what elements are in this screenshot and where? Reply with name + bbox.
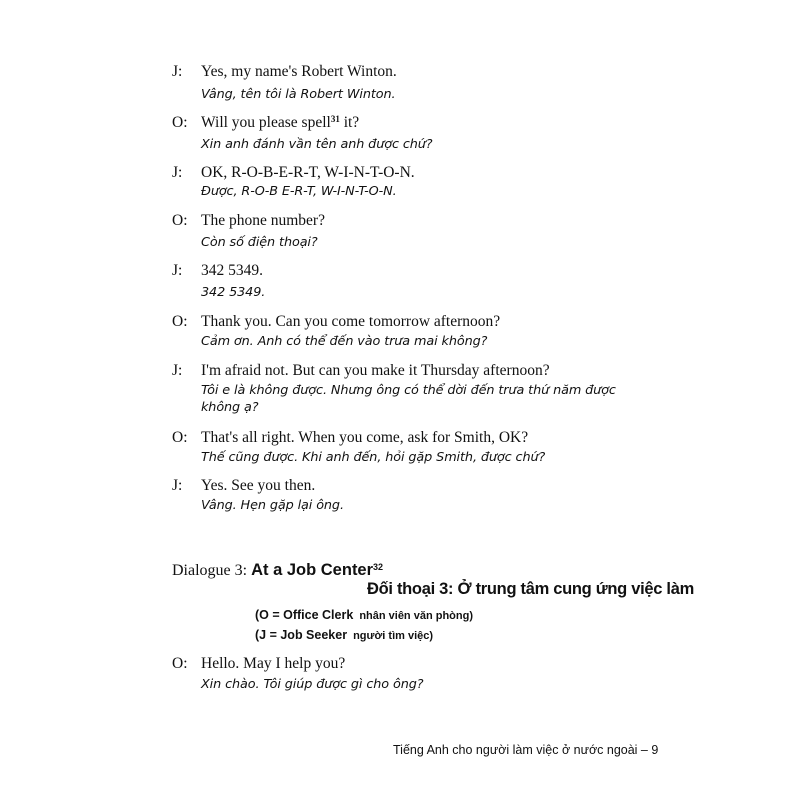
english-line [201,114,359,132]
speaker-label: O: [172,429,188,446]
footnote-marker: 32 [373,562,384,572]
vietnamese-line: Cảm ơn. Anh có thể đến vào trưa mai không? [201,334,488,349]
english-line: 342 5349. [201,262,263,279]
speaker-label: J: [172,477,183,494]
english-line: The phone number? [201,212,325,229]
speaker-label: O: [172,212,188,229]
speaker-label: O: [172,114,188,131]
speaker-label: O: [172,313,188,330]
footnote-marker: 31 [330,114,340,124]
speaker-label: J: [172,63,183,80]
vietnamese-line: Còn số điện thoại? [201,235,318,250]
vietnamese-line: Xin anh đánh vần tên anh được chứ? [201,137,433,152]
legend-item [255,628,433,642]
speaker-label: J: [172,262,183,279]
english-line: OK, R-O-B-E-R-T, W-I-N-T-O-N. [201,164,415,181]
heading-prefix: Dialogue 3: [172,562,252,579]
section-heading [172,561,383,580]
vietnamese-line: Thế cũng được. Khi anh đến, hỏi gặp Smith, được chứ? [201,450,546,465]
speaker-label: O: [172,655,188,672]
legend-en: (J = Job Seeker [255,628,348,642]
legend-item [255,608,473,622]
speaker-label: J: [172,164,183,181]
speaker-label: J: [172,362,183,379]
english-line: Yes, my name's Robert Winton. [201,63,397,80]
vietnamese-line: Tôi e là không được. Nhưng ông có thể dời đến trưa thứ năm được [201,383,616,398]
vietnamese-line: Vâng. Hẹn gặp lại ông. [201,498,344,513]
english-line: Thank you. Can you come tomorrow afternoon? [201,313,501,330]
english-line: I'm afraid not. But can you make it Thursday afternoon? [201,362,550,379]
english-text: Will you please spell [201,114,331,131]
vietnamese-line: Được, R-O-B E-R-T, W-I-N-T-O-N. [201,184,397,199]
vietnamese-line: không ạ? [201,400,259,415]
legend-vi: người tìm việc) [353,630,434,642]
english-line: Yes. See you then. [201,477,316,494]
heading-title: At a Job Center [251,561,374,579]
vietnamese-line: Xin chào. Tôi giúp được gì cho ông? [201,677,424,692]
legend-en: (O = Office Clerk [255,608,354,622]
english-line: Hello. May I help you? [201,655,346,672]
vietnamese-line: Vâng, tên tôi là Robert Winton. [201,87,396,102]
english-line: That's all right. When you come, ask for Smith, OK? [201,429,529,446]
section-subheading-vi: Đối thoại 3: Ở trung tâm cung ứng việc làm [367,580,694,598]
legend-vi: nhân viên văn phòng) [359,610,473,622]
english-text: it? [339,114,360,131]
page-footer: Tiếng Anh cho người làm việc ở nước ngoài – 9 [393,743,659,757]
vietnamese-line: 342 5349. [201,285,266,300]
